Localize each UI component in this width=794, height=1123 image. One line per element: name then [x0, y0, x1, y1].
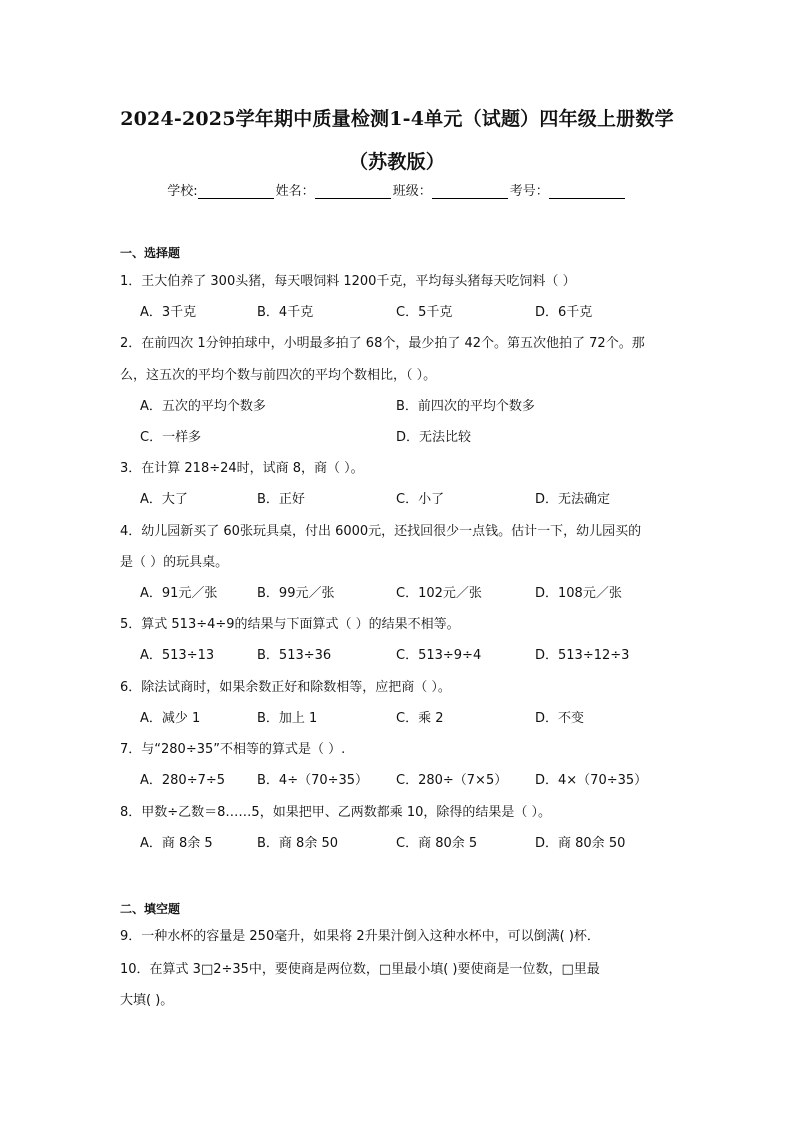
question-2-line2: 么，这五次的平均个数与前四次的平均个数相比，（ ）。: [120, 368, 437, 383]
question-3-option-b: B．正好: [257, 492, 305, 507]
question-8-option-b: B．商 8余 50: [257, 836, 338, 851]
question-4-option-b: B．99元／张: [257, 586, 335, 601]
question-6-option-c: C．乘 2: [396, 711, 444, 726]
school-blank: [198, 184, 274, 199]
question-6-option-b: B．加上 1: [257, 711, 318, 726]
question-5-option-b: B．513÷36: [257, 648, 332, 663]
name-label: 姓名：: [275, 184, 315, 199]
question-2: 2．在前四次 1分钟拍球中，小明最多拍了 68个，最少拍了 42个。第五次他拍了 72个。那: [120, 336, 645, 351]
section-choice-heading: 一、选择题: [120, 246, 181, 260]
school-label: 学校:: [167, 184, 198, 199]
question-10-line2: 大填( )。: [120, 993, 174, 1008]
exam-title: 2024-2025学年期中质量检测1-4单元（试题）四年级上册数学: [120, 108, 674, 130]
question-4-option-a: A．91元／张: [140, 586, 218, 601]
question-4-line2: 是（ ）的玩具桌。: [120, 555, 229, 570]
question-4-option-d: D．108元／张: [535, 586, 622, 601]
question-7-option-d: D．4×（70÷35）: [535, 773, 648, 788]
exam-subtitle: （苏教版）: [348, 151, 445, 173]
question-1: 1．王大伯养了 300头猪，每天喂饲料 1200千克，平均每头猪每天吃饲料（ ）: [120, 274, 576, 289]
question-6-option-d: D．不变: [535, 711, 585, 726]
question-5: 5．算式 513÷4÷9的结果与下面算式（ ）的结果不相等。: [120, 617, 460, 632]
question-3-option-a: A．大了: [140, 492, 188, 507]
question-7-option-b: B．4÷（70÷35）: [257, 773, 369, 788]
question-7-option-c: C．280÷（7×5）: [396, 773, 508, 788]
section-fill-heading: 二、填空题: [120, 902, 181, 916]
exam-no-label: 考号：: [509, 184, 549, 199]
question-8-option-a: A．商 8余 5: [140, 836, 213, 851]
question-8: 8．甲数÷乙数＝8……5，如果把甲、乙两数都乘 10，除得的结果是（ ）。: [120, 805, 552, 820]
question-6: 6．除法试商时，如果余数正好和除数相等，应把商（ ）。: [120, 680, 451, 695]
question-9: 9．一种水杯的容量是 250毫升，如果将 2升果汁倒入这种水杯中，可以倒满( )杯．: [120, 929, 600, 944]
question-2-option-b: B．前四次的平均个数多: [396, 399, 535, 414]
question-2-option-d: D．无法比较: [396, 430, 472, 445]
question-2-option-c: C．一样多: [140, 430, 202, 445]
question-7: 7．与“280÷35”不相等的算式是（ ）.: [120, 742, 346, 757]
question-1-option-d: D．6千克: [535, 305, 593, 320]
question-7-option-a: A．280÷7÷5: [140, 773, 226, 788]
question-8-option-d: D．商 80余 50: [535, 836, 626, 851]
question-4-option-c: C．102元／张: [396, 586, 482, 601]
question-3: 3．在计算 218÷24时，试商 8，商（ ）。: [120, 461, 364, 476]
question-3-option-d: D．无法确定: [535, 492, 611, 507]
question-2-option-a: A．五次的平均个数多: [140, 399, 266, 414]
question-5-option-c: C．513÷9÷4: [396, 648, 482, 663]
question-3-option-c: C．小了: [396, 492, 445, 507]
question-1-option-a: A．3千克: [140, 305, 197, 320]
class-label: 班级：: [392, 184, 432, 199]
question-6-option-a: A．减少 1: [140, 711, 201, 726]
name-blank: [315, 184, 391, 199]
question-8-option-c: C．商 80余 5: [396, 836, 478, 851]
question-10: 10．在算式 3□2÷35中，要使商是两位数，□里最小填( )要使商是一位数，□里最: [120, 962, 600, 977]
question-4: 4．幼儿园新买了 60张玩具桌，付出 6000元，还找回很少一点钱。估计一下，幼儿园买的: [120, 524, 642, 539]
class-blank: [432, 184, 508, 199]
student-info-line: [0, 180, 794, 199]
question-5-option-d: D．513÷12÷3: [535, 648, 630, 663]
exam-no-blank: [549, 184, 625, 199]
question-1-option-b: B．4千克: [257, 305, 314, 320]
question-5-option-a: A．513÷13: [140, 648, 215, 663]
question-1-option-c: C．5千克: [396, 305, 453, 320]
